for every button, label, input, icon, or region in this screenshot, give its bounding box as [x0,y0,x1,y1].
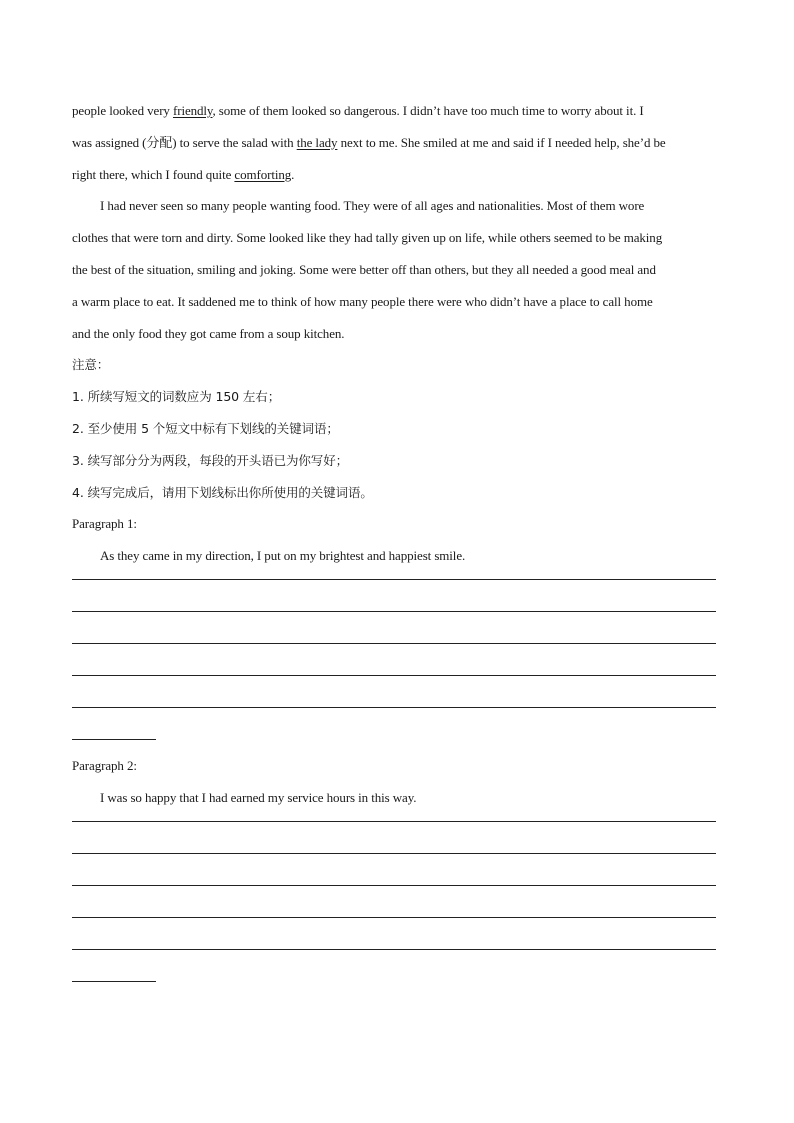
note-item: 2. 至少使用 5 个短文中标有下划线的关键词语； [72,420,339,436]
paragraph-1-section [72,508,724,750]
text-line: clothes that were torn and dirty. Some looked like they had tally given up on life, while others seemed to be making [72,230,663,246]
text-segment: . [291,166,295,182]
key-word-friendly: friendly [172,103,213,118]
paragraph-1-label: Paragraph 1: [72,516,137,532]
text-line [72,95,724,127]
story-paragraph-1 [72,95,724,190]
text-segment: , some of them looked so dangerous. I didn’t have too much time to worry about it. I [212,103,644,118]
text-segment: was assigned (分配) to serve the salad with [72,134,297,150]
paragraph-2-label: Paragraph 2: [72,757,137,773]
notes-heading: 注意： [72,357,110,373]
text-line: the best of the situation, smiling and joking. Some were better off than others, but they all needed a good meal and [72,261,656,277]
notes-section [72,349,724,508]
note-item: 3. 续写部分分为两段，每段的开头语已为你写好； [72,452,349,468]
key-word-the-lady: the lady [296,134,338,150]
text-line: and the only food they got came from a soup kitchen. [72,325,345,341]
text-line [72,159,724,191]
key-word-comforting: comforting [234,166,292,182]
text-segment: right there, which I found quite [72,166,235,182]
text-segment: people looked very [72,103,173,118]
text-line [72,127,724,159]
paragraph-2-section [72,750,724,982]
text-line: I had never seen so many people wanting food. They were of all ages and nationalities. Most of them wore [100,198,645,214]
text-line: a warm place to eat. It saddened me to think of how many people there were who didn’t have a place to call home [72,293,653,309]
paragraph-2-opening: I was so happy that I had earned my service hours in this way. [100,789,417,805]
paragraph-1-opening: As they came in my direction, I put on my brightest and happiest smile. [100,548,466,564]
note-item: 4. 续写完成后，请用下划线标出你所使用的关键词语。 [72,484,373,500]
text-segment: next to me. She smiled at me and said if I needed help, she’d be [337,134,666,150]
writing-line-short[interactable] [72,981,156,982]
note-item: 1. 所续写短文的词数应为 150 左右； [72,389,281,405]
document-page [72,95,724,982]
story-paragraph-2 [72,190,724,349]
